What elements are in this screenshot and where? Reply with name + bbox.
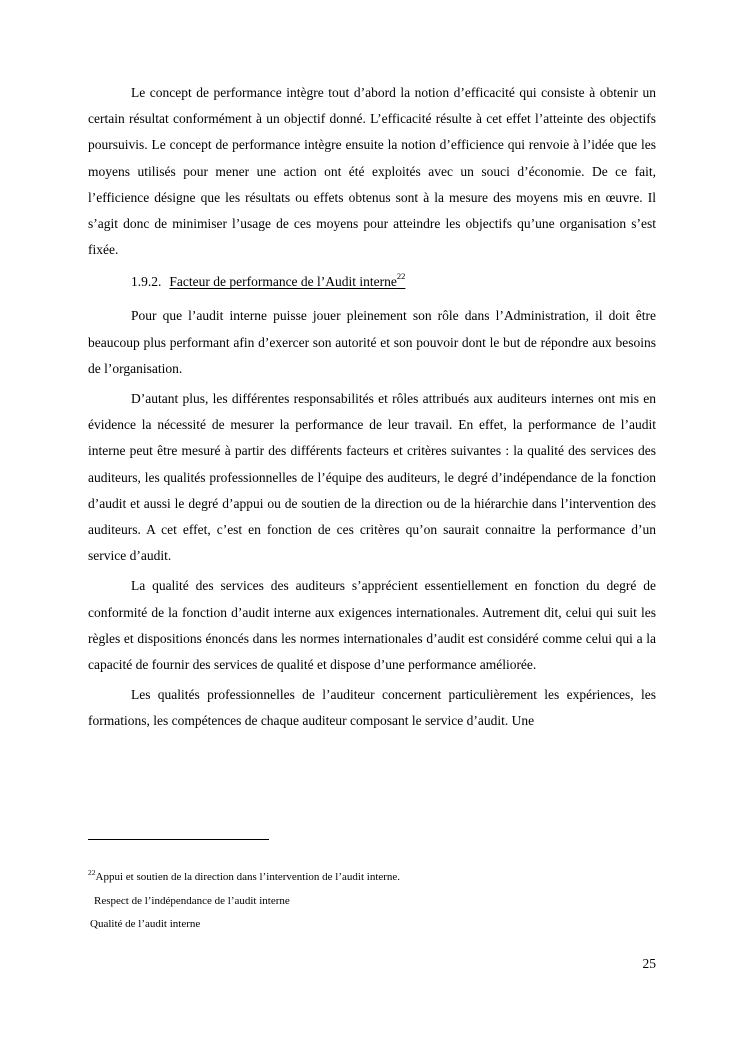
footnote-line-3: Qualité de l’audit interne bbox=[90, 918, 201, 930]
paragraph-criteria: D’autant plus, les différentes responsabilités et rôles attribués aux auditeurs internes ont mis en évidence la nécessité de mesurer la performance de leur travail. En effet, la performance de l’audit interne peut être mesuré à partir des différents facteurs et critères suivantes : la qualité des services des auditeurs, les qualités professionnelles de l’équipe des auditeurs, le degré d’indépendance de la fonction d’audit et aussi le degré d’appui ou de soutien de la direction ou de la hiérarchie dans l’intervention des auditeurs. A cet effet, c’est en fonction de ces critères qu’on saurait connaitre la performance d’un service d’audit. bbox=[88, 391, 656, 564]
section-title bbox=[169, 271, 406, 290]
footnote-text-1: Appui et soutien de la direction dans l’intervention de l’audit interne. bbox=[95, 871, 401, 883]
section-title-text: Facteur de performance de l’Audit interne bbox=[169, 274, 397, 290]
paragraph-quality-services: La qualité des services des auditeurs s’apprécient essentiellement en fonction du degré de conformité de la fonction d’audit interne aux exigences internationales. Autrement dit, celui qui suit les règles et dispositions énoncés dans les normes internationales d’audit est considéré comme celui qui a la capacité de fournir des services de qualité et dispose d’une performance améliorée. bbox=[88, 578, 656, 673]
footnote-separator bbox=[88, 839, 269, 840]
section-number: 1.9.2. bbox=[131, 274, 162, 290]
footnote-line-2: Respect de l’indépendance de l’audit interne bbox=[94, 894, 290, 907]
page-number: 25 bbox=[642, 956, 656, 971]
paragraph-role: Pour que l’audit interne puisse jouer pleinement son rôle dans l’Administration, il doit être beaucoup plus performant afin d’exercer son autorité et son pouvoir dont le but de répondre aux besoins de l’organisation. bbox=[88, 308, 656, 376]
section-heading bbox=[88, 269, 656, 295]
footnote-line-1 bbox=[88, 866, 656, 890]
footnote-reference: 22 bbox=[396, 271, 406, 282]
paragraph-performance-concept: Le concept de performance intègre tout d’abord la notion d’efficacité qui consiste à obtenir un certain résultat conformément à un objectif donné. L’efficacité résulte à cet effet l’atteinte des objectifs poursuivis. Le concept de performance intègre ensuite la notion d’efficience qui renvoie à l’idée que les moyens utilisés pour mener une action ont été exploités avec un souci d’économie. De ce fait, l’efficience désigne que les résultats ou effets obtenus sont à la mesure des moyens mis en œuvre. Il s’agit donc de minimiser l’usage de ces moyens pour atteindre les objectifs qu’une organisation s’est fixée. bbox=[88, 85, 656, 258]
page-body bbox=[88, 80, 656, 735]
footnotes bbox=[88, 866, 656, 937]
footnote-marker: 22 bbox=[88, 868, 96, 877]
paragraph-professional-qualities: Les qualités professionnelles de l’auditeur concernent particulièrement les expériences, les formations, les compétences de chaque auditeur composant le service d’audit. Une bbox=[88, 687, 656, 729]
